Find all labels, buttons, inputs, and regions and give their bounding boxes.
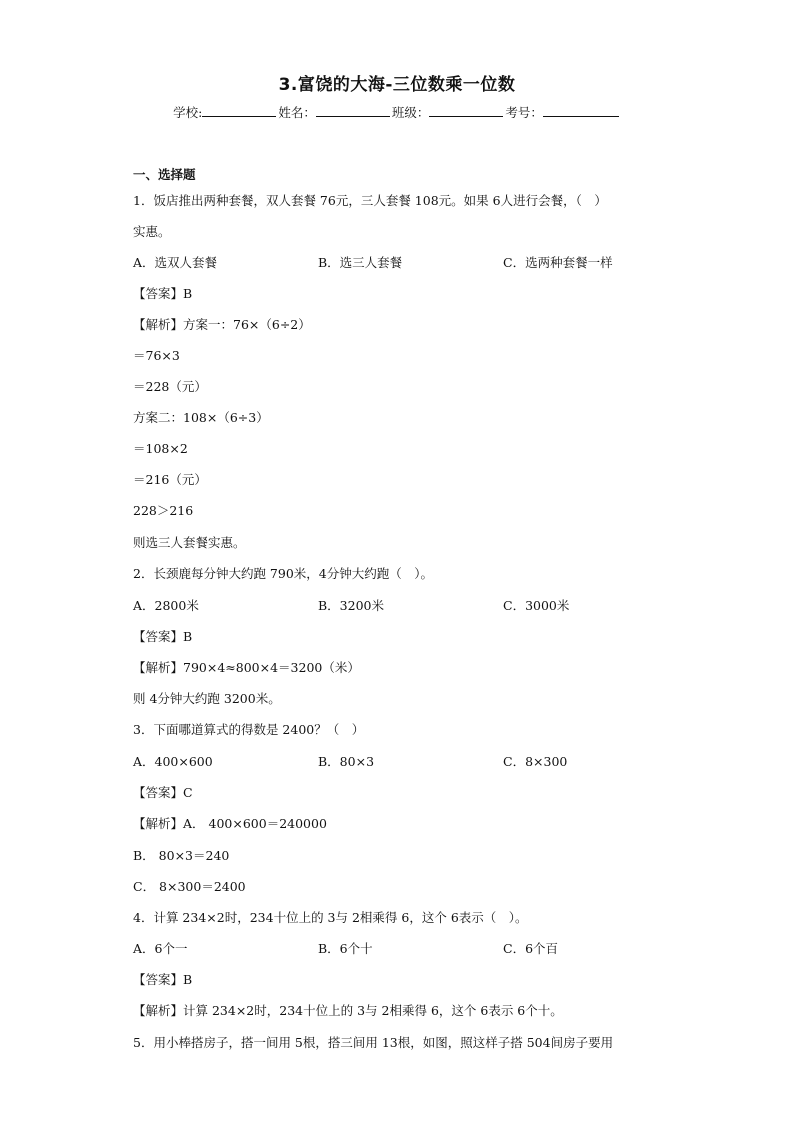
q1-option-a: A．选双人套餐 [133,255,218,270]
q1-analysis-line: ＝228（元） [133,379,207,394]
id-label: 考号： [505,105,543,120]
q2-answer: 【答案】B [133,629,193,644]
q3-option-a: A．400×600 [133,754,213,769]
q1-answer: 【答案】B [133,286,193,301]
question-5-stem: 5．用小棒搭房子，搭一间用 5根，搭三间用 13根，如图，照这样子搭 504间房子要用 [133,1035,614,1050]
id-field[interactable] [543,104,619,117]
name-label: 姓名： [278,105,316,120]
class-label: 班级： [391,105,430,120]
q3-option-b: B．80×3 [318,754,375,769]
student-info-row [0,103,794,121]
q2-analysis-line: 则 4分钟大约跑 3200米。 [133,691,281,706]
question-2-stem: 2．长颈鹿每分钟大约跑 790米，4分钟大约跑（ ）。 [133,566,433,581]
q4-option-a: A．6个一 [133,941,188,956]
q4-analysis-line: 【解析】计算 234×2时，234十位上的 3与 2相乘得 6，这个 6表示 6个十。 [133,1003,563,1018]
q3-analysis-line: B． 80×3＝240 [133,848,230,863]
section-heading: 一、选择题 [133,167,196,182]
q1-analysis-line: 则选三人套餐实惠。 [133,535,246,550]
question-4-stem: 4．计算 234×2时，234十位上的 3与 2相乘得 6，这个 6表示（ ）。 [133,910,528,925]
q1-analysis-line: 228＞216 [133,503,194,518]
q4-option-b: B．6个十 [318,941,373,956]
q2-option-c: C．3000米 [503,598,570,613]
q1-analysis-line: ＝76×3 [133,348,180,363]
q3-analysis-line: 【解析】A． 400×600＝240000 [133,816,327,831]
q2-analysis-line: 【解析】790×4≈800×4＝3200（米） [133,660,360,675]
school-label: 学校: [173,105,203,120]
q4-option-c: C．6个百 [503,941,559,956]
q1-option-b: B．选三人套餐 [318,255,403,270]
q3-analysis-line: C． 8×300＝2400 [133,879,246,894]
q1-analysis-line: ＝108×2 [133,441,188,456]
question-1-stem: 1．饭店推出两种套餐，双人套餐 76元，三人套餐 108元。如果 6人进行会餐，（ ） [133,193,607,208]
q1-analysis-line: 方案二：108×（6÷3） [133,410,269,425]
q4-answer: 【答案】B [133,972,193,987]
q1-analysis-line: ＝216（元） [133,472,207,487]
school-field[interactable] [202,104,276,117]
q3-option-c: C．8×300 [503,754,568,769]
question-3-stem: 3．下面哪道算式的得数是 2400？（ ） [133,722,365,737]
page-title: 3.富饶的大海-三位数乘一位数 [278,75,516,95]
q1-analysis-line: 【解析】方案一：76×（6÷2） [133,317,311,332]
q2-option-a: A．2800米 [133,598,199,613]
class-field[interactable] [429,104,503,117]
name-field[interactable] [316,104,390,117]
q1-option-c: C．选两种套餐一样 [503,255,613,270]
q3-answer: 【答案】C [133,785,193,800]
question-1-stem-cont: 实惠。 [133,224,171,239]
q2-option-b: B．3200米 [318,598,384,613]
